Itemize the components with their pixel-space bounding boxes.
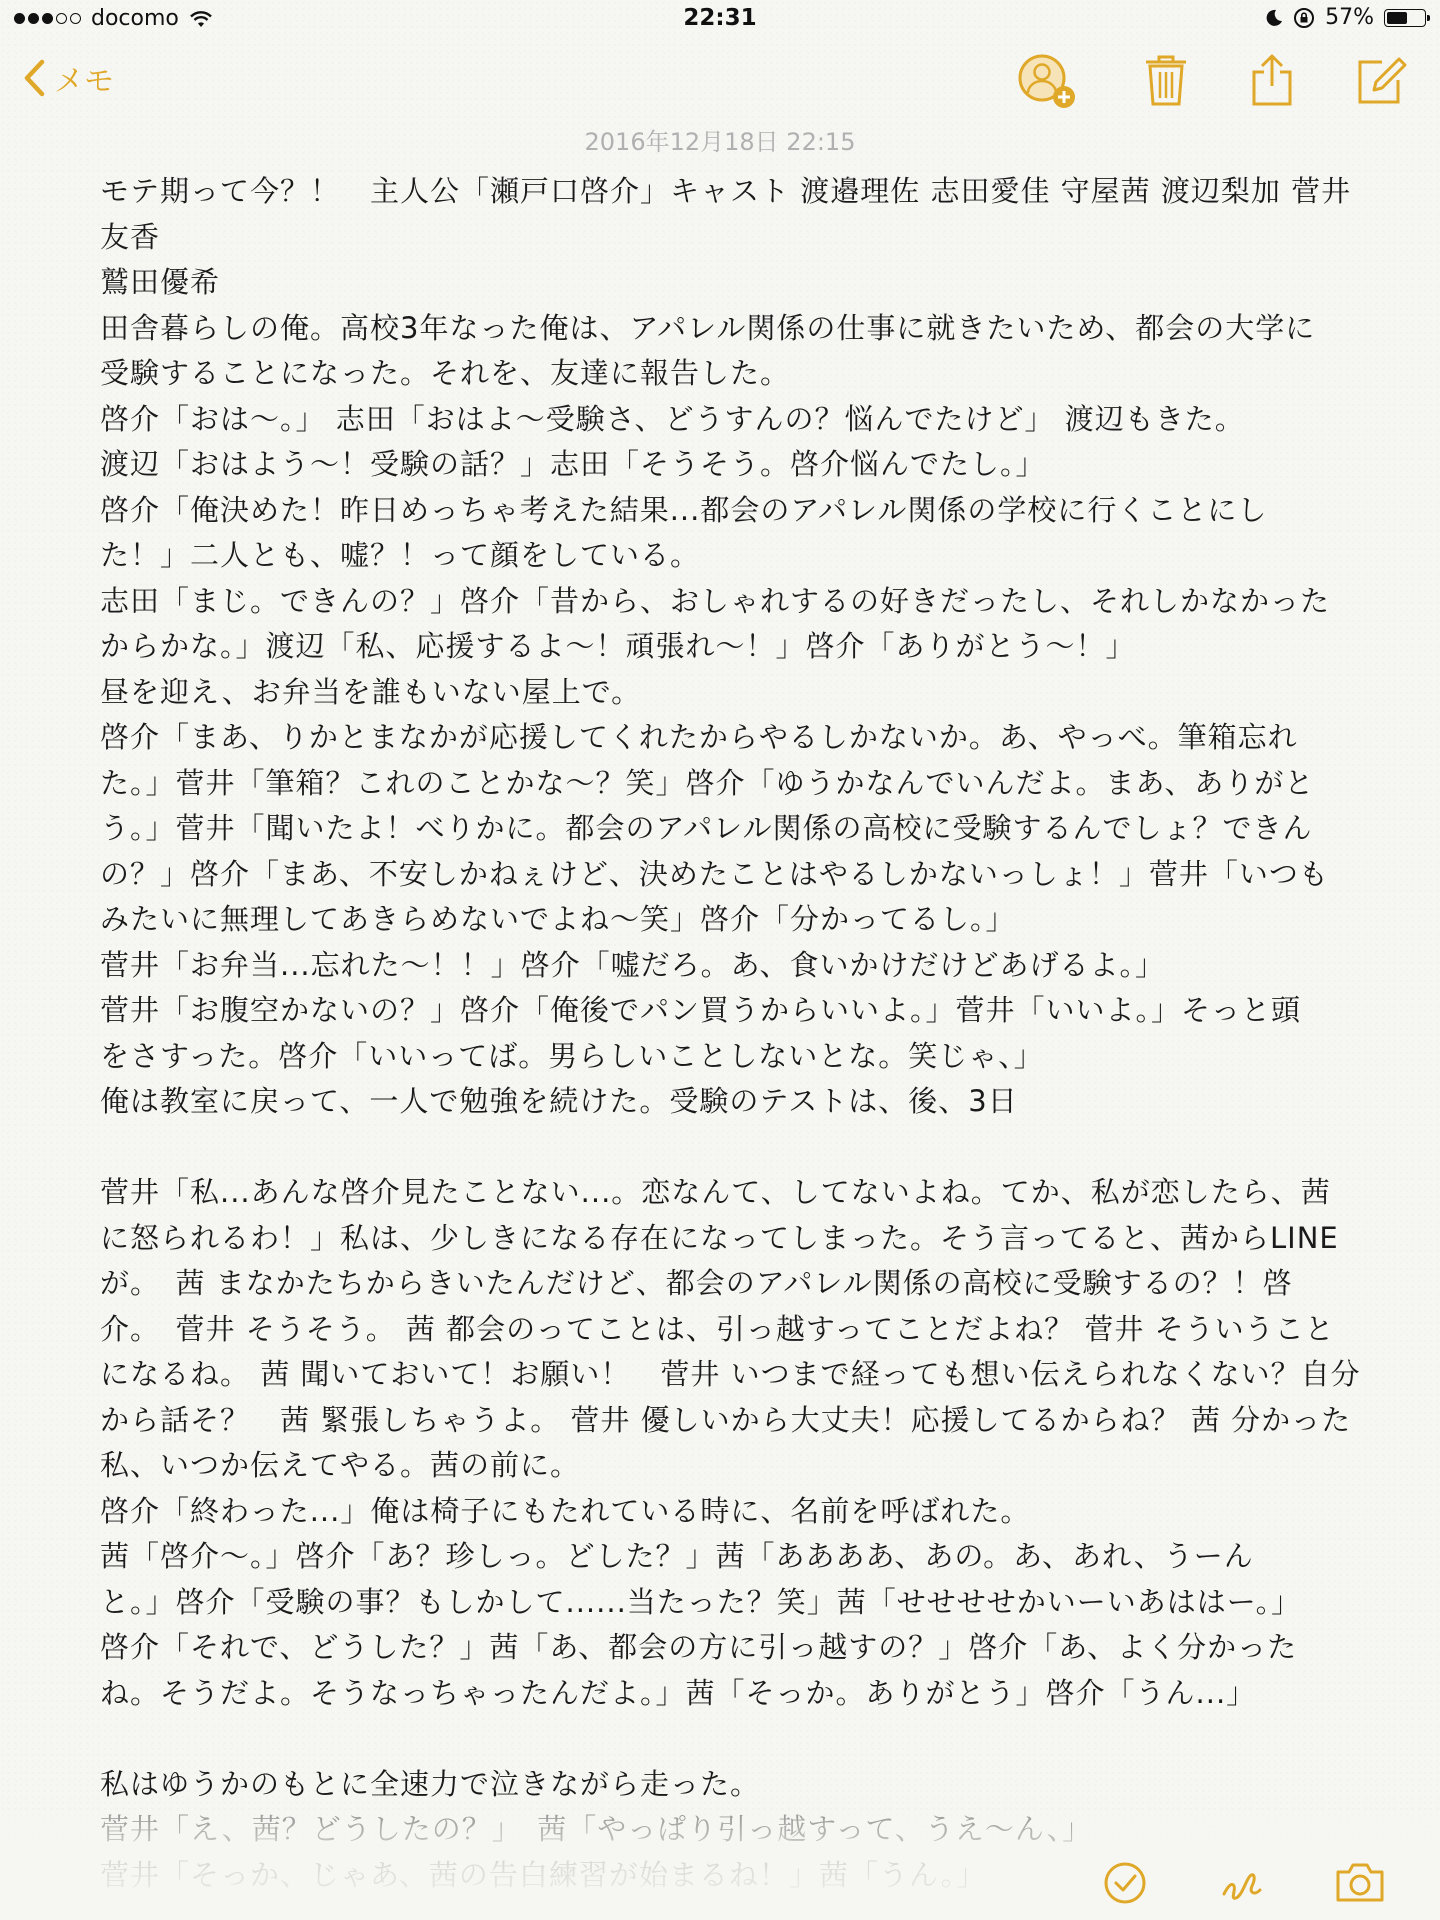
note-line: 私、いつか伝えてやる。茜の前に。 <box>100 1448 581 1482</box>
note-line: 受験することになった。それを、友達に報告した。 <box>100 356 791 390</box>
note-line: た！」二人とも、嘘？！って顔をしている。 <box>100 538 701 572</box>
sketch-icon <box>1218 1860 1266 1908</box>
note-line: 介。 菅井 そうそう。 茜 都会のってことは、引っ越すってことだよね？ 菅井 そういうこと <box>100 1311 1335 1346</box>
note-line: 私はゆうかのもとに全速力で泣きながら走った。 <box>100 1766 761 1801</box>
note-line: 茜「啓介〜。」啓介「あ？珍しっ。どした？」茜「ああああ、あの。あ、あれ、うーん <box>100 1539 1254 1573</box>
note-line: をさすった。啓介「いいってば。男らしいことしないとな。笑じゃ、」 <box>100 1038 1044 1073</box>
note-line: 友香 <box>100 219 161 254</box>
note-line: からかな。」渡辺「私、応援するよ〜！頑張れ〜！」啓介「ありがとう〜！」 <box>100 629 1136 663</box>
note-line: と。」啓介「受験の事？もしかして......当たった？笑」茜「せせせせかいーいあははー。」 <box>100 1584 1302 1619</box>
note-line: 菅井「私...あんな啓介見たことない...。恋なんて、してないよね。てか、私が恋したら、茜 <box>100 1175 1331 1209</box>
delete-button[interactable] <box>1140 52 1196 108</box>
note-line: 昼を迎え、お弁当を誰もいない屋上で。 <box>100 674 642 709</box>
note-line: 志田「まじ。できんの？」啓介「昔から、おしゃれするの好きだったし、それしかなかった <box>100 583 1331 618</box>
add-person-button[interactable] <box>1014 52 1070 108</box>
note-line: 啓介「それで、どうした？」茜「あ、都会の方に引っ越すの？」啓介「あ、よく分かった <box>100 1630 1298 1664</box>
note-line: 啓介「おは〜。」 志田「おはよ〜受験さ、どうすんの？悩んでたけど」 渡辺もきた。 <box>100 401 1245 436</box>
note-line: 啓介「まあ、りかとまなかが応援してくれたからやるしかないか。あ、やっべ。筆箱忘れ <box>100 720 1298 754</box>
note-line: 菅井「お弁当...忘れた〜！！」啓介「嘘だろ。あ、食いかけだけどあげるよ。」 <box>100 947 1165 982</box>
camera-button[interactable] <box>1334 1860 1384 1910</box>
checklist-icon <box>1102 1860 1148 1906</box>
note-line: が。 茜 まなかたちからきいたんだけど、都会のアパレル関係の高校に受験するの？！啓 <box>100 1266 1293 1300</box>
status-bar <box>0 0 1440 40</box>
note-date: 2016年12月18日 22:15 <box>584 128 856 156</box>
note-line <box>100 1716 1350 1762</box>
back-button[interactable] <box>22 56 114 100</box>
chevron-left-icon <box>22 58 46 98</box>
note-line: た。」菅井「筆箱？これのことかな〜？笑」啓介「ゆうかなんでいんだよ。まあ、ありがと <box>100 765 1315 800</box>
note-line: 鷲田優希 <box>100 265 221 299</box>
camera-icon <box>1334 1860 1386 1904</box>
bottom-toolbar <box>0 1860 1440 1920</box>
note-line: ね。そうだよ。そうなっちゃったんだよ。」茜「そっか。ありがとう」啓介「うん...」 <box>100 1675 1257 1710</box>
note-line: 渡辺「おはよう〜！受験の話？」志田「そうそう。啓介悩んでたし。」 <box>100 447 1046 481</box>
note-line: に怒られるわ！」私は、少しきになる存在になってしまった。そう言ってると、茜からLINE <box>100 1220 1339 1255</box>
rotation-lock-icon <box>1293 7 1315 29</box>
compose-button[interactable] <box>1352 52 1408 108</box>
note-line: 田舎暮らしの俺。高校3年なった俺は、アパレル関係の仕事に就きたいため、都会の大学に <box>100 310 1316 345</box>
back-button-label: メモ <box>54 64 114 99</box>
navigation-toolbar <box>0 40 1440 120</box>
note-line: 啓介「終わった...」俺は椅子にもたれている時に、名前を呼ばれた。 <box>100 1493 1031 1528</box>
add-person-icon <box>1014 52 1080 112</box>
note-line: モテ期って今？！ 主人公「瀬戸口啓介」キャスト 渡邉理佐 志田愛佳 守屋茜 渡辺梨加 菅井 <box>100 174 1352 208</box>
note-line: 啓介「俺決めた！昨日めっちゃ考えた結果...都会のアパレル関係の学校に行くことにし <box>100 492 1268 527</box>
note-line: う。」菅井「聞いたよ！べりかに。都会のアパレル関係の高校に受験するんでしょ？できん <box>100 811 1313 845</box>
compose-icon <box>1352 52 1408 108</box>
battery-percent: 57% <box>1325 5 1374 30</box>
note-line: 俺は教室に戻って、一人で勉強を続けた。受験のテストは、後、3日 <box>100 1084 1018 1118</box>
sketch-button[interactable] <box>1218 1860 1268 1910</box>
moon-icon <box>1265 9 1283 27</box>
carrier-name: docomo <box>91 6 179 31</box>
note-line: 菅井「お腹空かないの？」啓介「俺後でパン買うからいいよ。」菅井「いいよ。」そっと頭 <box>100 993 1302 1027</box>
note-line: から話そ？ 茜 緊張しちゃうよ。 菅井 優しいから大丈夫！応援してるからね？ 茜 分かった <box>100 1402 1352 1437</box>
status-time: 22:31 <box>683 5 757 31</box>
note-body-text[interactable] <box>100 169 1361 1829</box>
share-button[interactable] <box>1246 52 1302 108</box>
battery-icon <box>1384 9 1426 27</box>
status-right <box>1265 5 1426 30</box>
checklist-button[interactable] <box>1102 1860 1152 1910</box>
note-line <box>100 1125 1350 1171</box>
share-icon <box>1246 52 1298 108</box>
note-line: になるね。 茜 聞いておいて！お願い！ 菅井 いつまで経っても想い伝えられなくない？自分 <box>100 1357 1361 1391</box>
note-line: みたいに無理してあきらめないでよね〜笑」啓介「分かってるし。」 <box>100 902 1016 936</box>
trash-icon <box>1140 52 1192 108</box>
note-line: の？」啓介「まあ、不安しかねぇけど、決めたことはやるしかないっしょ！」菅井「いつも <box>100 856 1329 891</box>
